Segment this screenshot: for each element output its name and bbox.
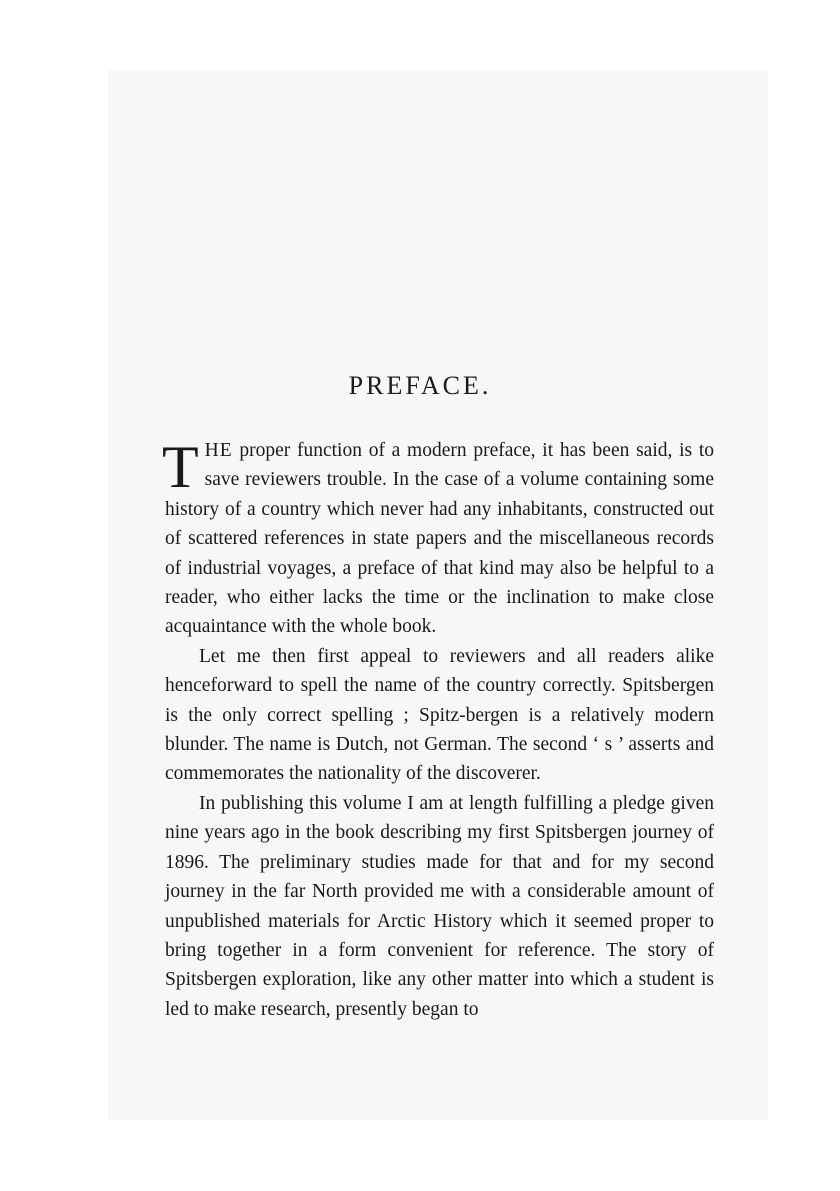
drop-cap: T [162, 434, 199, 500]
paragraph-1 [162, 434, 714, 642]
paragraph-1-lead: HE [204, 440, 233, 461]
paragraph-2: Let me then first appeal to reviewers and all readers alike henceforward to spell the name of the country correctly. Spitsbergen is the only correct spelling ; Spitz-bergen is a relatively modern blunder. The name is Dutch, not German. The second ‘ s ’ asserts and commemorates the nationality of the discoverer. [165, 645, 714, 785]
paragraph-3: In publishing this volume I am at length fulfilling a pledge given nine years ago in the book describing my first Spitsbergen journey of 1896. The preliminary studies made for that and for my second journey in the far North provided me with a considerable amount of unpublished materials for Arctic History which it seemed proper to bring together in a form convenient for reference. The story of Spitsbergen exploration, like any other matter into which a student is led to make research, presently began to [165, 792, 714, 1020]
page-title: PREFACE. [348, 371, 492, 400]
preface-body [162, 434, 714, 1024]
paragraph-1-text: proper function of a modern preface, it has been said, is to save reviewers trouble. In the case of a volume containing some history of a country which never had any inhabitants, constructed out of scattered references in state papers and the miscellaneous records of industrial voyages, a preface of that kind may also be helpful to a reader, who either lacks the time or the inclination to make close acquaintance with the whole book. [165, 440, 714, 638]
